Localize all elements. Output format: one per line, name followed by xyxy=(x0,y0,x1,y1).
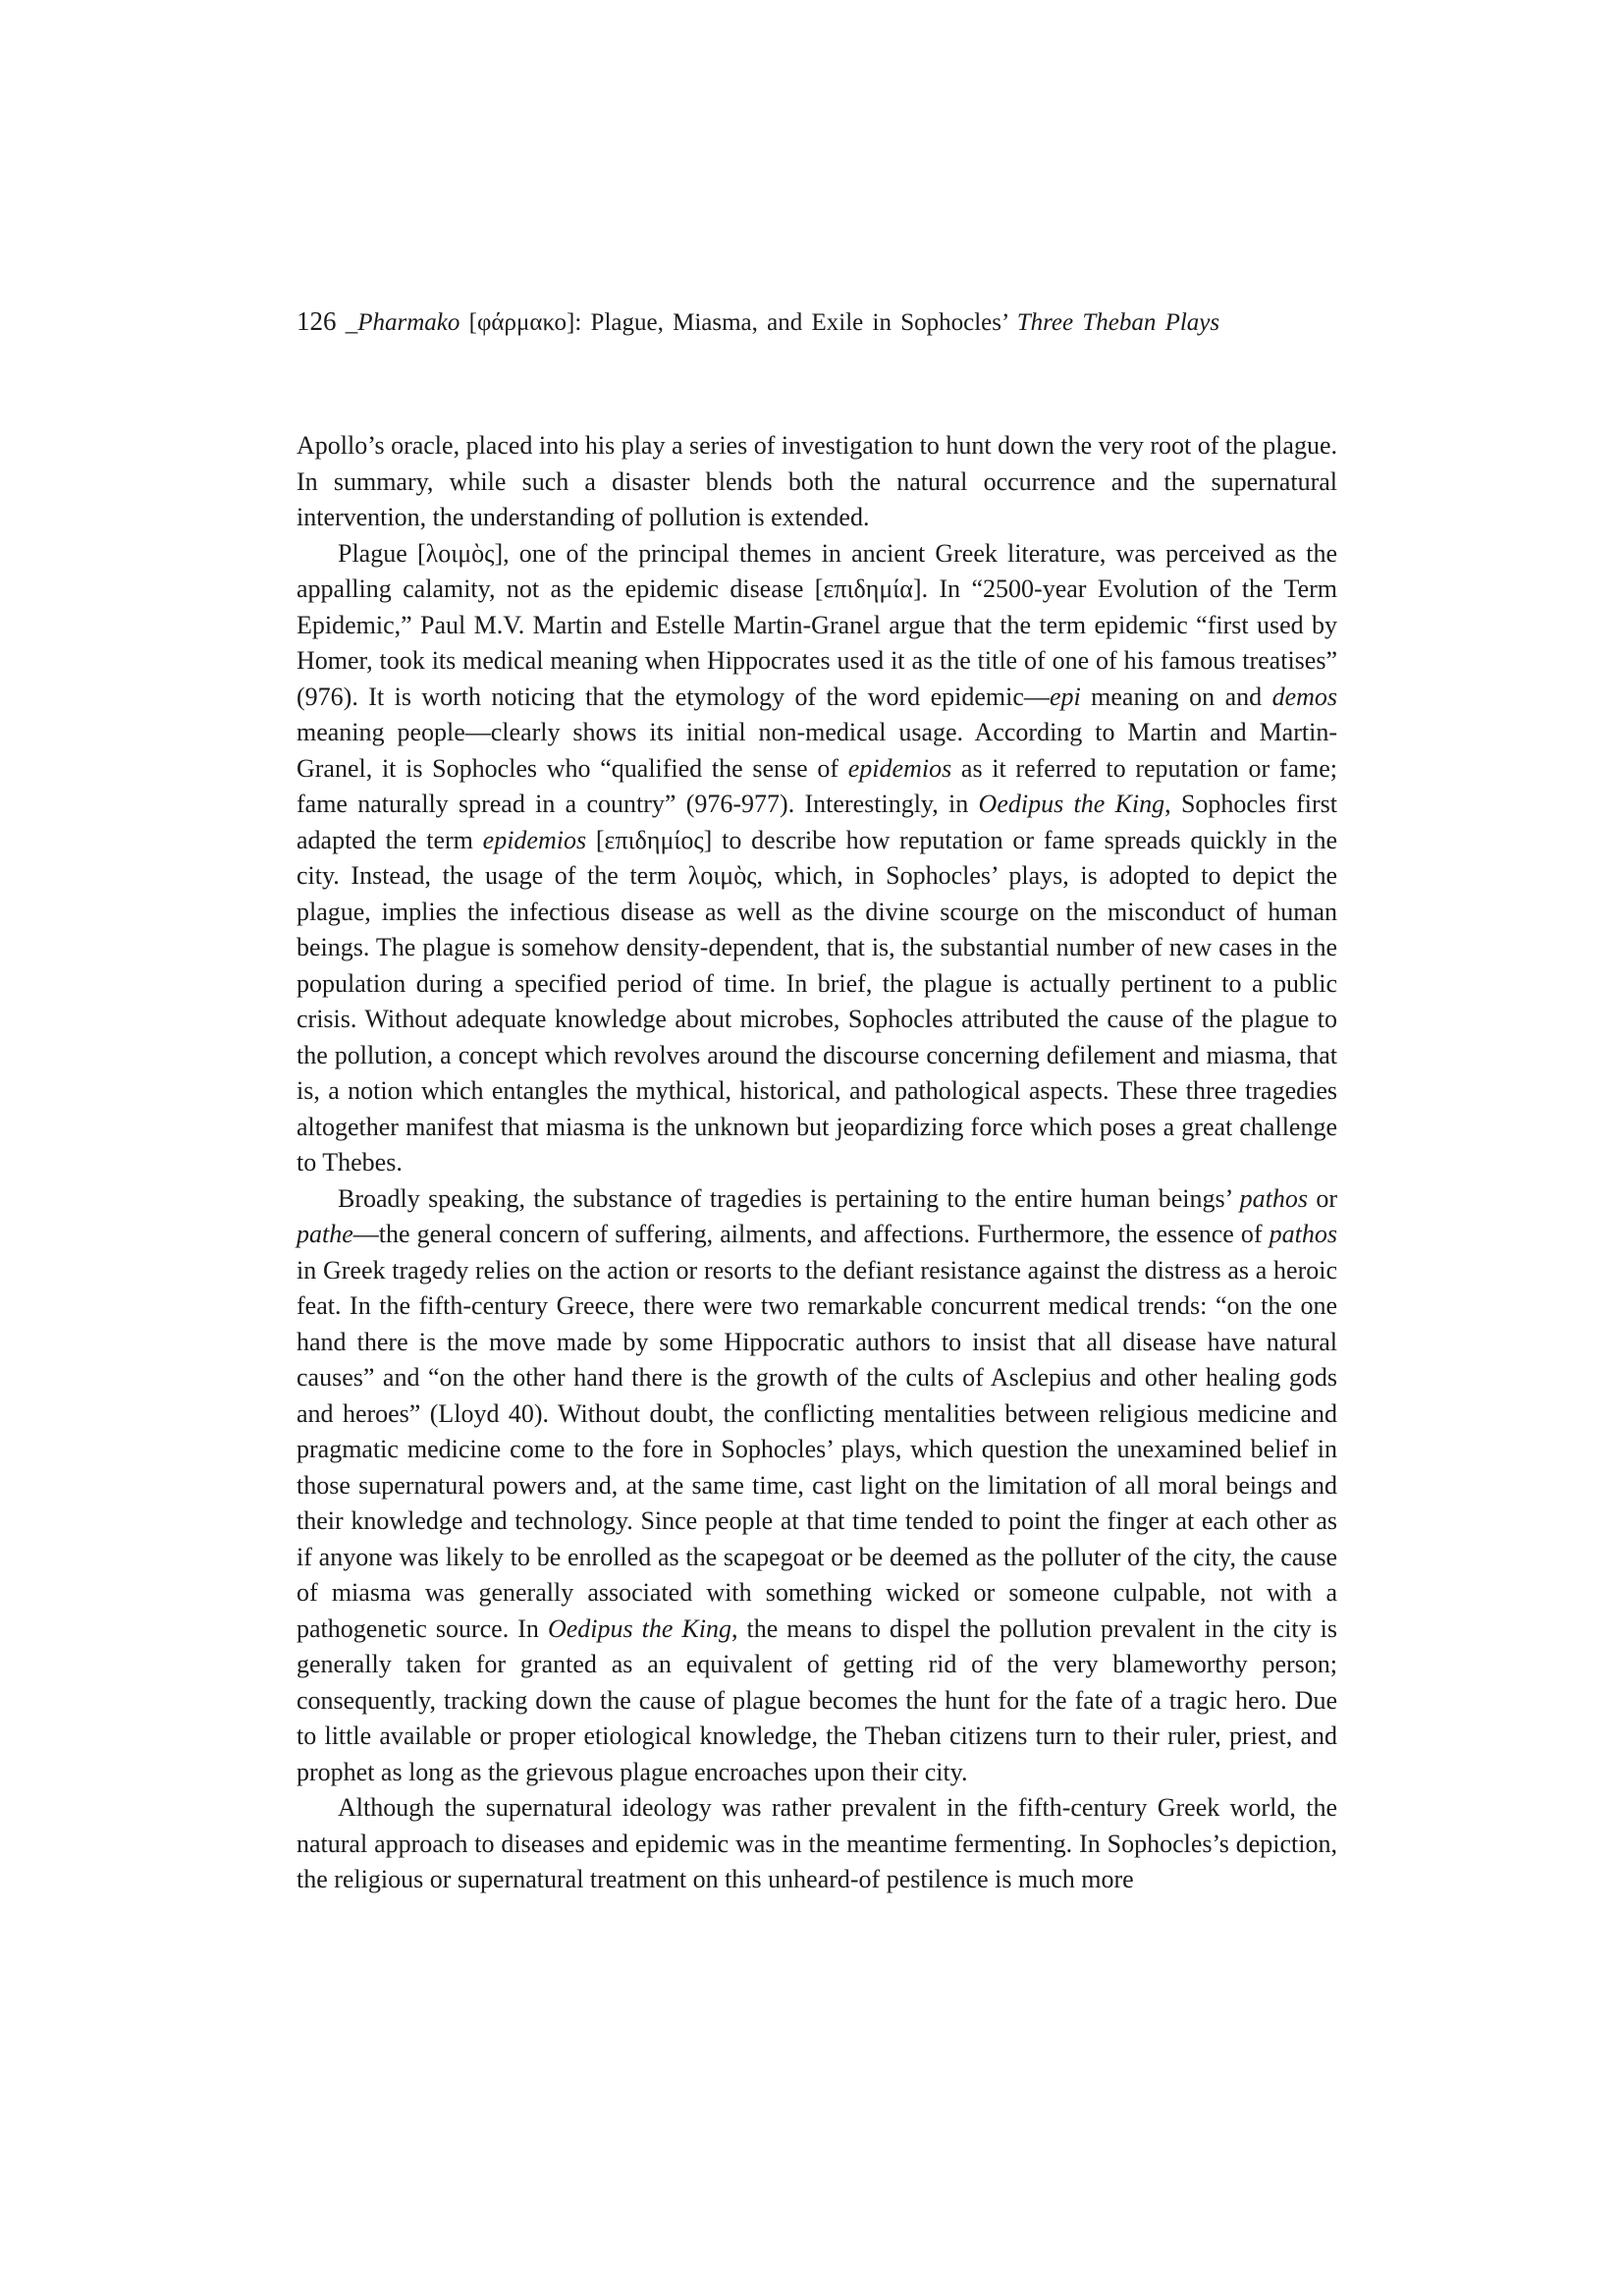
paragraph xyxy=(297,428,1337,536)
italic-text: epidemios xyxy=(847,753,952,783)
paragraph-text: —the general concern of suffering, ailments, and affections. Furthermore, the essence of xyxy=(352,1220,1270,1248)
paragraph xyxy=(297,1181,1337,1791)
paragraph xyxy=(297,1790,1337,1898)
paragraph-text: , Sophocles first adapted the term xyxy=(297,790,1337,854)
paragraph-text: [επιδημίος] to describe how reputation or fame spreads quickly in the city. Instead, the usage of the term λοιμὸς, which, in Sophocles’ plays, is adopted to depict the plague, implies the infectious disease as well as the divine scourge on the misconduct of human beings. The plague is somehow density-dependent, that is, the substantial number of new cases in the population during a specified period of time. In brief, the plague is actually pertinent to a public crisis. Without adequate knowledge about microbes, Sophocles attributed the cause of the plague to the pollution, a concept which revolves around the discourse concerning defilement and miasma, that is, a notion which entangles the mythical, historical, and pathological aspects. These three tragedies altogether manifest that miasma is the unknown but jeopardizing force which poses a great challenge to Thebes. xyxy=(297,825,1337,1176)
header-work-title: Three Theban Plays xyxy=(1016,309,1220,336)
paragraph-text: Apollo’s oracle, placed into his play a series of investigation to hunt down the very root of the plague. In summary, while such a disaster blends both the natural occurrence and the supernatural intervention, the understanding of pollution is extended. xyxy=(297,431,1337,531)
italic-text: epidemios xyxy=(482,825,587,854)
paragraph-text: , the means to dispel the pollution prevalent in the city is generally taken for granted as an equivalent of getting rid of the very blameworthy person; consequently, tracking down the cause of plague becomes the hunt for the fate of a tragic hero. Due to little available or proper etiological knowledge, the Theban citizens turn to their ruler, priest, and prophet as long as the grievous plague encroaches upon their city. xyxy=(297,1613,1337,1786)
running-head xyxy=(297,304,1337,340)
italic-text: Oedipus the King xyxy=(978,790,1165,818)
italic-text: pathe xyxy=(297,1220,353,1248)
italic-text: pathos xyxy=(1269,1220,1337,1248)
paragraph-text: as it referred to reputation or fame; fame naturally spread in a country” (976-977). Interestingly, in xyxy=(297,753,1337,818)
header-title: [φάρμακο]: Plague, Miasma, and Exile in Sophocles’ xyxy=(460,309,1017,336)
page-number: 126 xyxy=(297,306,337,336)
paragraph-text: Broadly speaking, the substance of tragedies is pertaining to the entire human beings’ xyxy=(338,1183,1240,1213)
italic-text: demos xyxy=(1271,682,1337,711)
italic-text: Oedipus the King xyxy=(547,1613,731,1643)
paragraph-text: meaning on and xyxy=(1080,682,1272,711)
paragraph-text: meaning people—clearly shows its initial non-medical usage. According to Martin and Martin-Granel, it is Sophocles who “qualified the sense of xyxy=(297,718,1337,783)
paragraph-text: in Greek tragedy relies on the action or resorts to the defiant resistance against the distress as a heroic feat. In the fifth-century Greece, there were two remarkable concurrent medical trends: “on the one hand there is the move made by some Hippocratic authors to insist that all disease have natural causes” and “on the other hand there is the growth of the cults of Asclepius and other healing gods and heroes” (Lloyd 40). Without doubt, the conflicting mentalities between religious medicine and pragmatic medicine come to the fore in Sophocles’ plays, which question the unexamined belief in those supernatural powers and, at the same time, cast light on the limitation of all moral beings and their knowledge and technology. Since people at that time tended to point the finger at each other as if anyone was likely to be enrolled as the scapegoat or be deemed as the polluter of the city, the cause of miasma was generally associated with something wicked or someone culpable, not with a pathogenetic source. In xyxy=(297,1255,1337,1643)
header-separator: _ xyxy=(336,309,358,336)
paragraph-text: or xyxy=(1307,1183,1337,1213)
paragraph-text: Although the supernatural ideology was rather prevalent in the fifth-century Greek world, the natural approach to diseases and epidemic was in the meantime fermenting. In Sophocles’s depiction, the religious or supernatural treatment on this unheard-of pestilence is much more xyxy=(297,1793,1337,1893)
italic-text: pathos xyxy=(1239,1183,1308,1213)
body-text xyxy=(297,428,1337,1898)
paragraph-text: Plague [λοιμὸς], one of the principal themes in ancient Greek literature, was perceived as the appalling calamity, not as the epidemic disease [επιδημία]. In “2500-year Evolution of the Term Epidemic,” Paul M.V. Martin and Estelle Martin-Granel argue that the term epidemic “first used by Homer, took its medical meaning when Hippocrates used it as the title of one of his famous treatises” (976). It is worth noticing that the etymology of the word epidemic— xyxy=(297,538,1337,711)
header-title-italic: Pharmako xyxy=(357,309,460,336)
italic-text: epi xyxy=(1049,682,1081,711)
paragraph xyxy=(297,536,1337,1181)
